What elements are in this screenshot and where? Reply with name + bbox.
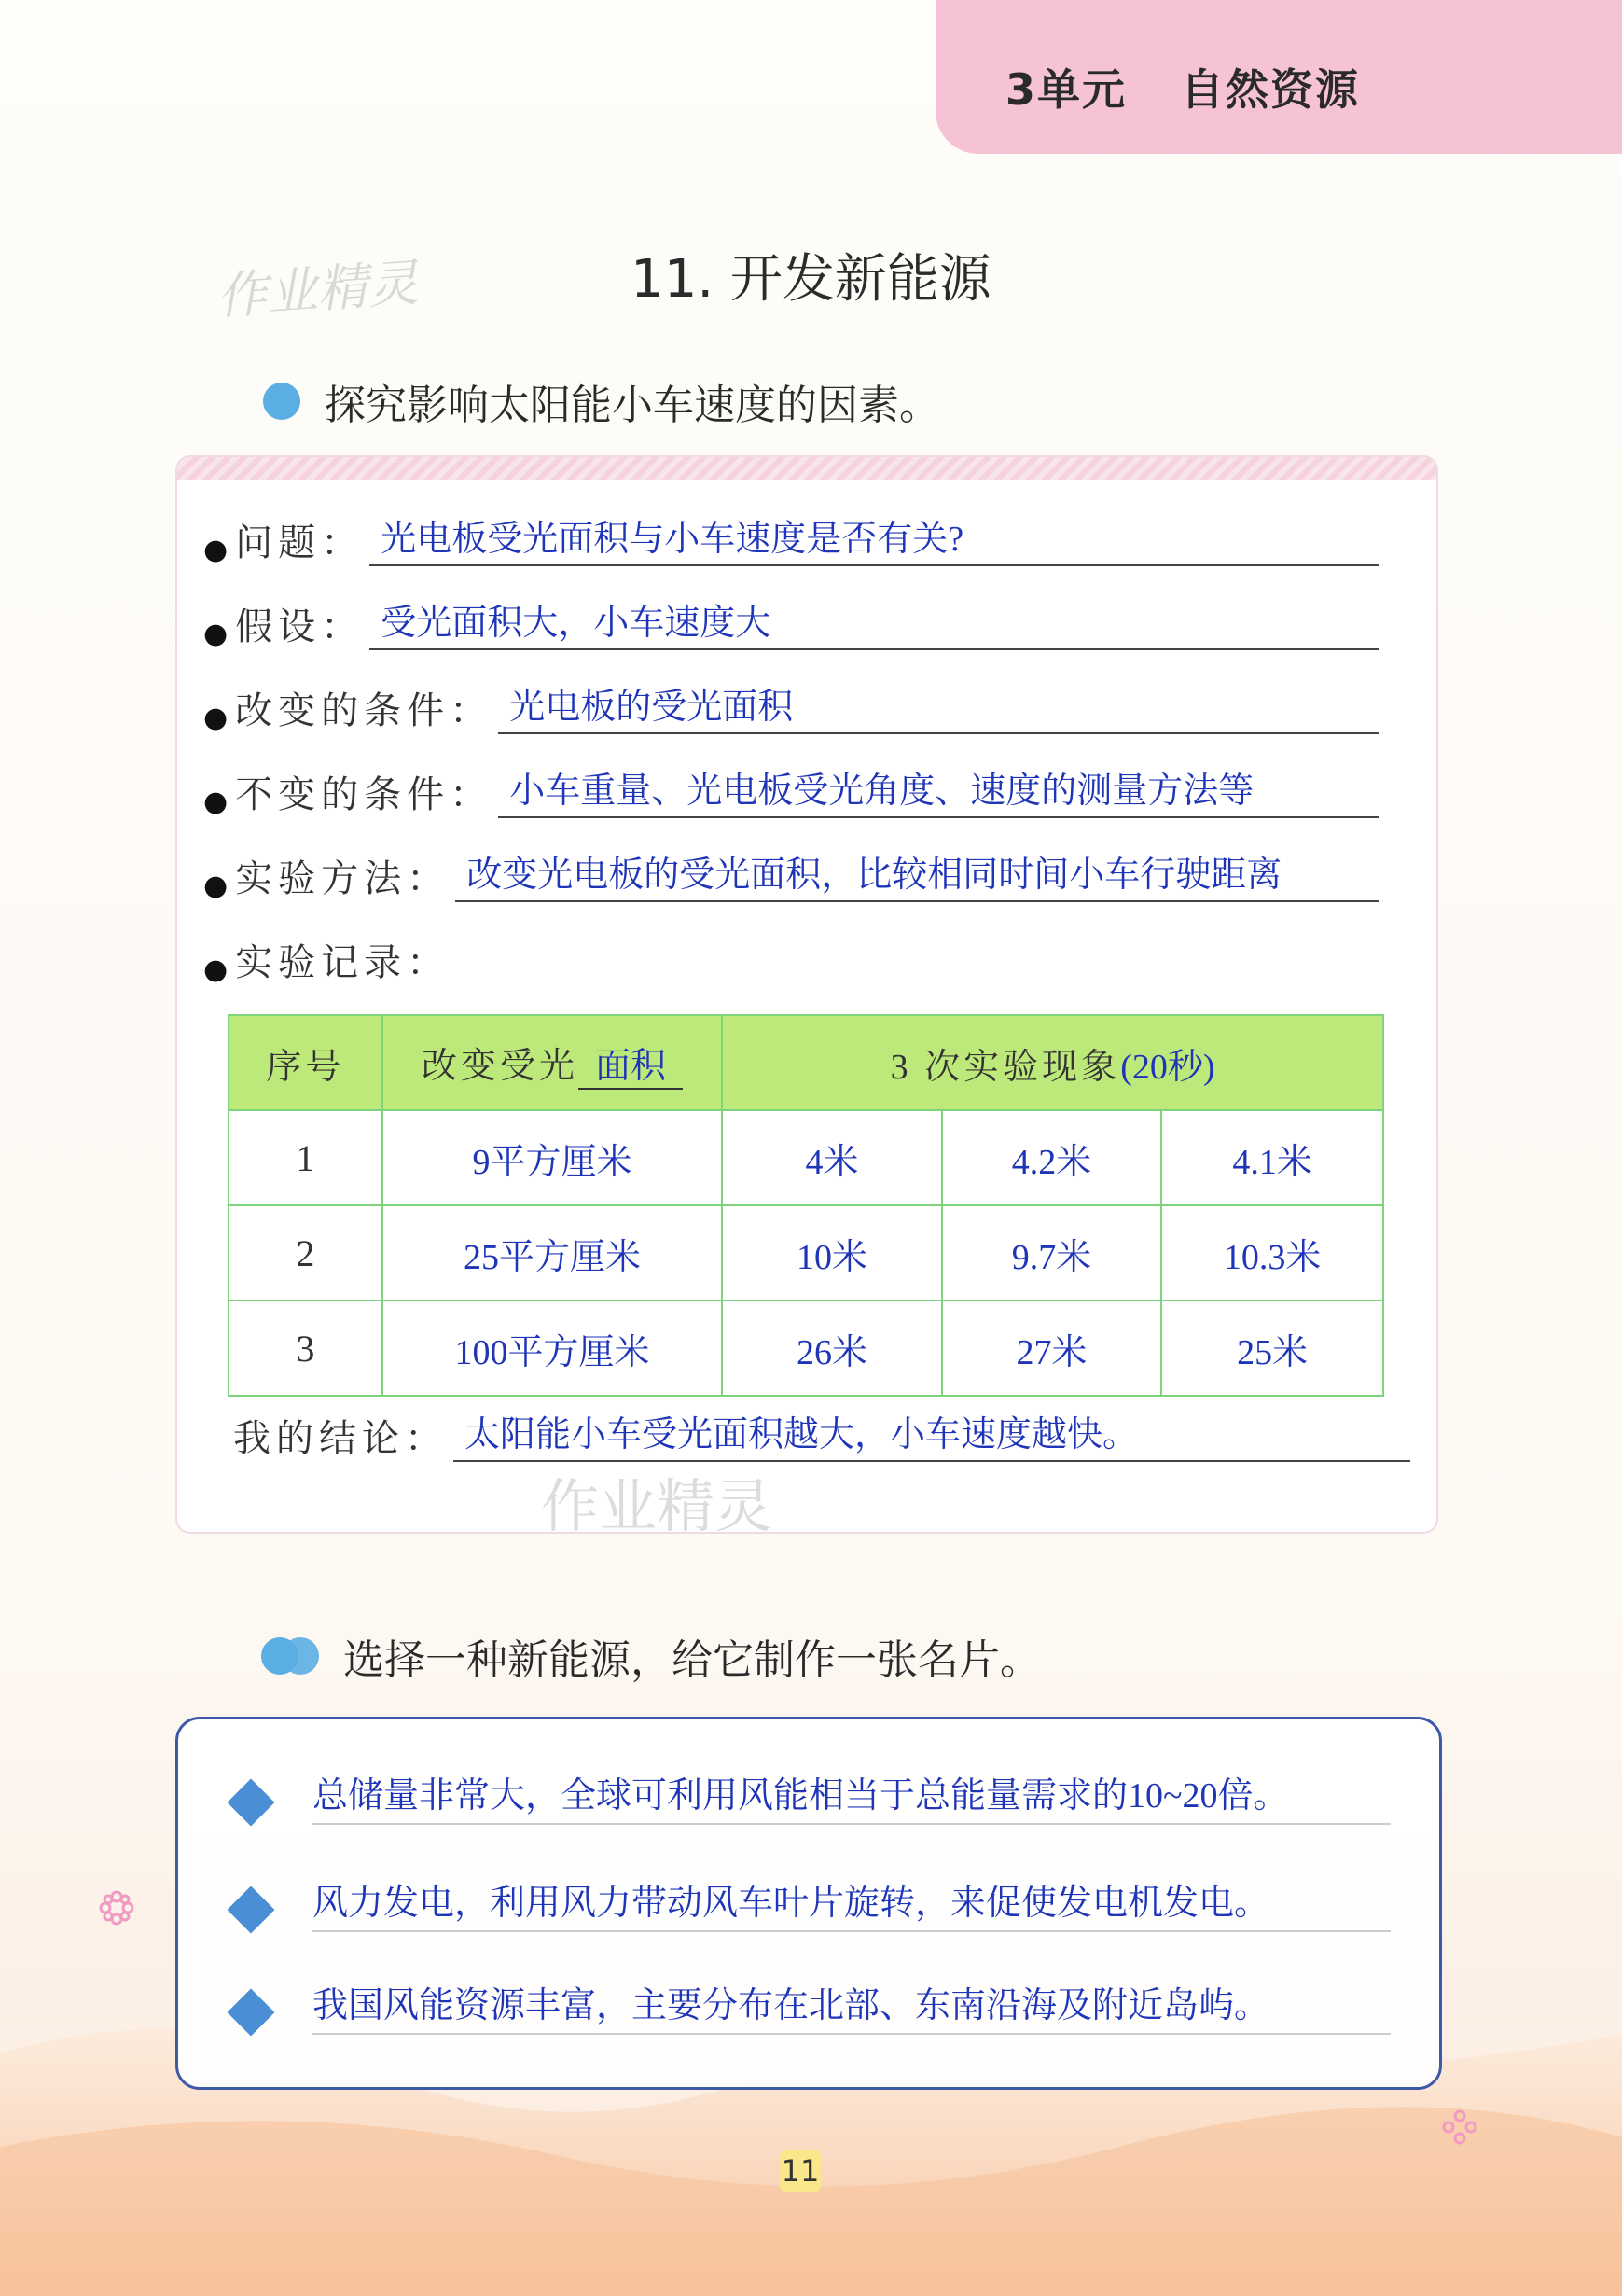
change-fill-field[interactable]: 面积 <box>578 1037 683 1090</box>
trial-cell[interactable]: 10米 <box>722 1205 942 1301</box>
table-header-change: 改变受光 面积 <box>382 1015 722 1110</box>
table-row <box>229 1205 1383 1301</box>
seq-cell: 1 <box>229 1110 382 1205</box>
area-cell[interactable]: 9平方厘米 <box>382 1110 722 1205</box>
card-item-text[interactable]: 风力发电，利用风力带动风车叶片旋转，来促使发电机发电。 <box>312 1873 1391 1932</box>
answer-text: 改变光电板的受光面积，比较相同时间小车行驶距离 <box>466 856 1282 895</box>
qa-row-method: ● 实验方法： 改变光电板的受光面积，比较相同时间小车行驶距离 <box>203 849 1379 902</box>
inquiry-card <box>177 457 1436 1532</box>
qa-label: 问题： <box>235 522 365 564</box>
answer-field[interactable] <box>455 854 1379 902</box>
trial-cell[interactable]: 4.1米 <box>1161 1110 1383 1205</box>
card-item-text[interactable]: 我国风能资源丰富，主要分布在北部、东南沿海及附近岛屿。 <box>312 1976 1391 2035</box>
trial-cell[interactable]: 9.7米 <box>942 1205 1162 1301</box>
section1-heading-text: 探究影响太阳能小车速度的因素。 <box>325 382 940 429</box>
trial-cell[interactable]: 27米 <box>942 1301 1162 1396</box>
unit-number: 3单元 <box>1005 63 1128 115</box>
table-header-row <box>229 1015 1383 1110</box>
card-item <box>234 1873 1391 1932</box>
trial-cell[interactable]: 4米 <box>722 1110 942 1205</box>
trial-cell[interactable]: 4.2米 <box>942 1110 1162 1205</box>
qa-label: 改变的条件： <box>235 689 493 732</box>
conclusion-field[interactable] <box>453 1413 1410 1462</box>
answer-field[interactable] <box>369 602 1379 650</box>
answer-text: 光电板受光面积与小车速度是否有关? <box>381 520 964 559</box>
watermark-logo: 作业精灵 <box>215 253 421 327</box>
section2-heading-text: 选择一种新能源，给它制作一张名片。 <box>343 1636 1041 1684</box>
table-header-seq: 序号 <box>229 1015 382 1110</box>
trial-cell[interactable]: 25米 <box>1161 1301 1383 1396</box>
unit-tab <box>936 0 1622 154</box>
answer-field[interactable] <box>369 518 1379 566</box>
diamond-bullet-icon <box>228 1886 275 1934</box>
experiment-record-table <box>228 1014 1384 1397</box>
page-number: 11 <box>780 2150 821 2192</box>
answer-text: 受光面积大，小车速度大 <box>381 604 771 643</box>
energy-card <box>175 1717 1442 2090</box>
diamond-bullet-icon <box>228 1989 275 2037</box>
qa-label: 不变的条件： <box>235 773 493 816</box>
card-item-text[interactable]: 总储量非常大，全球可利用风能相当于总能量需求的10~20倍。 <box>312 1766 1391 1825</box>
qa-row-changed-condition: ● 改变的条件： 光电板的受光面积 <box>203 681 1379 734</box>
seq-cell: 3 <box>229 1301 382 1396</box>
card-item <box>234 1976 1391 2035</box>
watermark-center: 作业精灵 <box>541 1472 773 1540</box>
qa-row-constant-condition: ● 不变的条件： 小车重量、光电板受光角度、速度的测量方法等 <box>203 765 1379 818</box>
card-item <box>234 1766 1391 1825</box>
qa-label: 实验记录： <box>235 941 451 984</box>
area-cell[interactable]: 25平方厘米 <box>382 1205 722 1301</box>
area-cell[interactable]: 100平方厘米 <box>382 1301 722 1396</box>
qa-label: 实验方法： <box>235 857 451 900</box>
diamond-bullet-icon <box>228 1779 275 1827</box>
unit-name: 自然资源 <box>1181 63 1361 115</box>
table-row <box>229 1301 1383 1396</box>
answer-text: 光电板的受光面积 <box>509 688 794 727</box>
qa-label: 假设： <box>235 605 365 648</box>
bullet-dot-icon <box>263 383 300 420</box>
section2-heading <box>261 1626 1041 1686</box>
qa-row-record: ● 实验记录： <box>203 933 450 986</box>
card-stripe <box>177 457 1436 480</box>
trial-cell[interactable]: 10.3米 <box>1161 1205 1383 1301</box>
answer-text: 小车重量、光电板受光角度、速度的测量方法等 <box>509 772 1255 811</box>
conclusion-label: 我的结论： <box>233 1417 448 1460</box>
bullet-dot-icon <box>282 1637 319 1675</box>
answer-field[interactable] <box>498 686 1379 734</box>
answer-field[interactable] <box>498 770 1379 818</box>
qa-row-hypothesis: ● 假设： 受光面积大，小车速度大 <box>203 597 1379 650</box>
conclusion-text: 太阳能小车受光面积越大，小车速度越快。 <box>464 1415 1139 1454</box>
qa-row-question: ● 问题： 光电板受光面积与小车速度是否有关? <box>203 513 1379 566</box>
table-header-observations: 3 次实验现象(20秒) <box>722 1015 1383 1110</box>
trial-cell[interactable]: 26米 <box>722 1301 942 1396</box>
obs-note: (20秒) <box>1120 1047 1215 1087</box>
table-row <box>229 1110 1383 1205</box>
flower-icon <box>1441 2108 1478 2146</box>
page-title: 11. 开发新能源 <box>631 249 991 310</box>
seq-cell: 2 <box>229 1205 382 1301</box>
section1-heading <box>263 371 940 431</box>
flower-icon <box>98 1889 135 1927</box>
conclusion-row <box>233 1409 1410 1462</box>
